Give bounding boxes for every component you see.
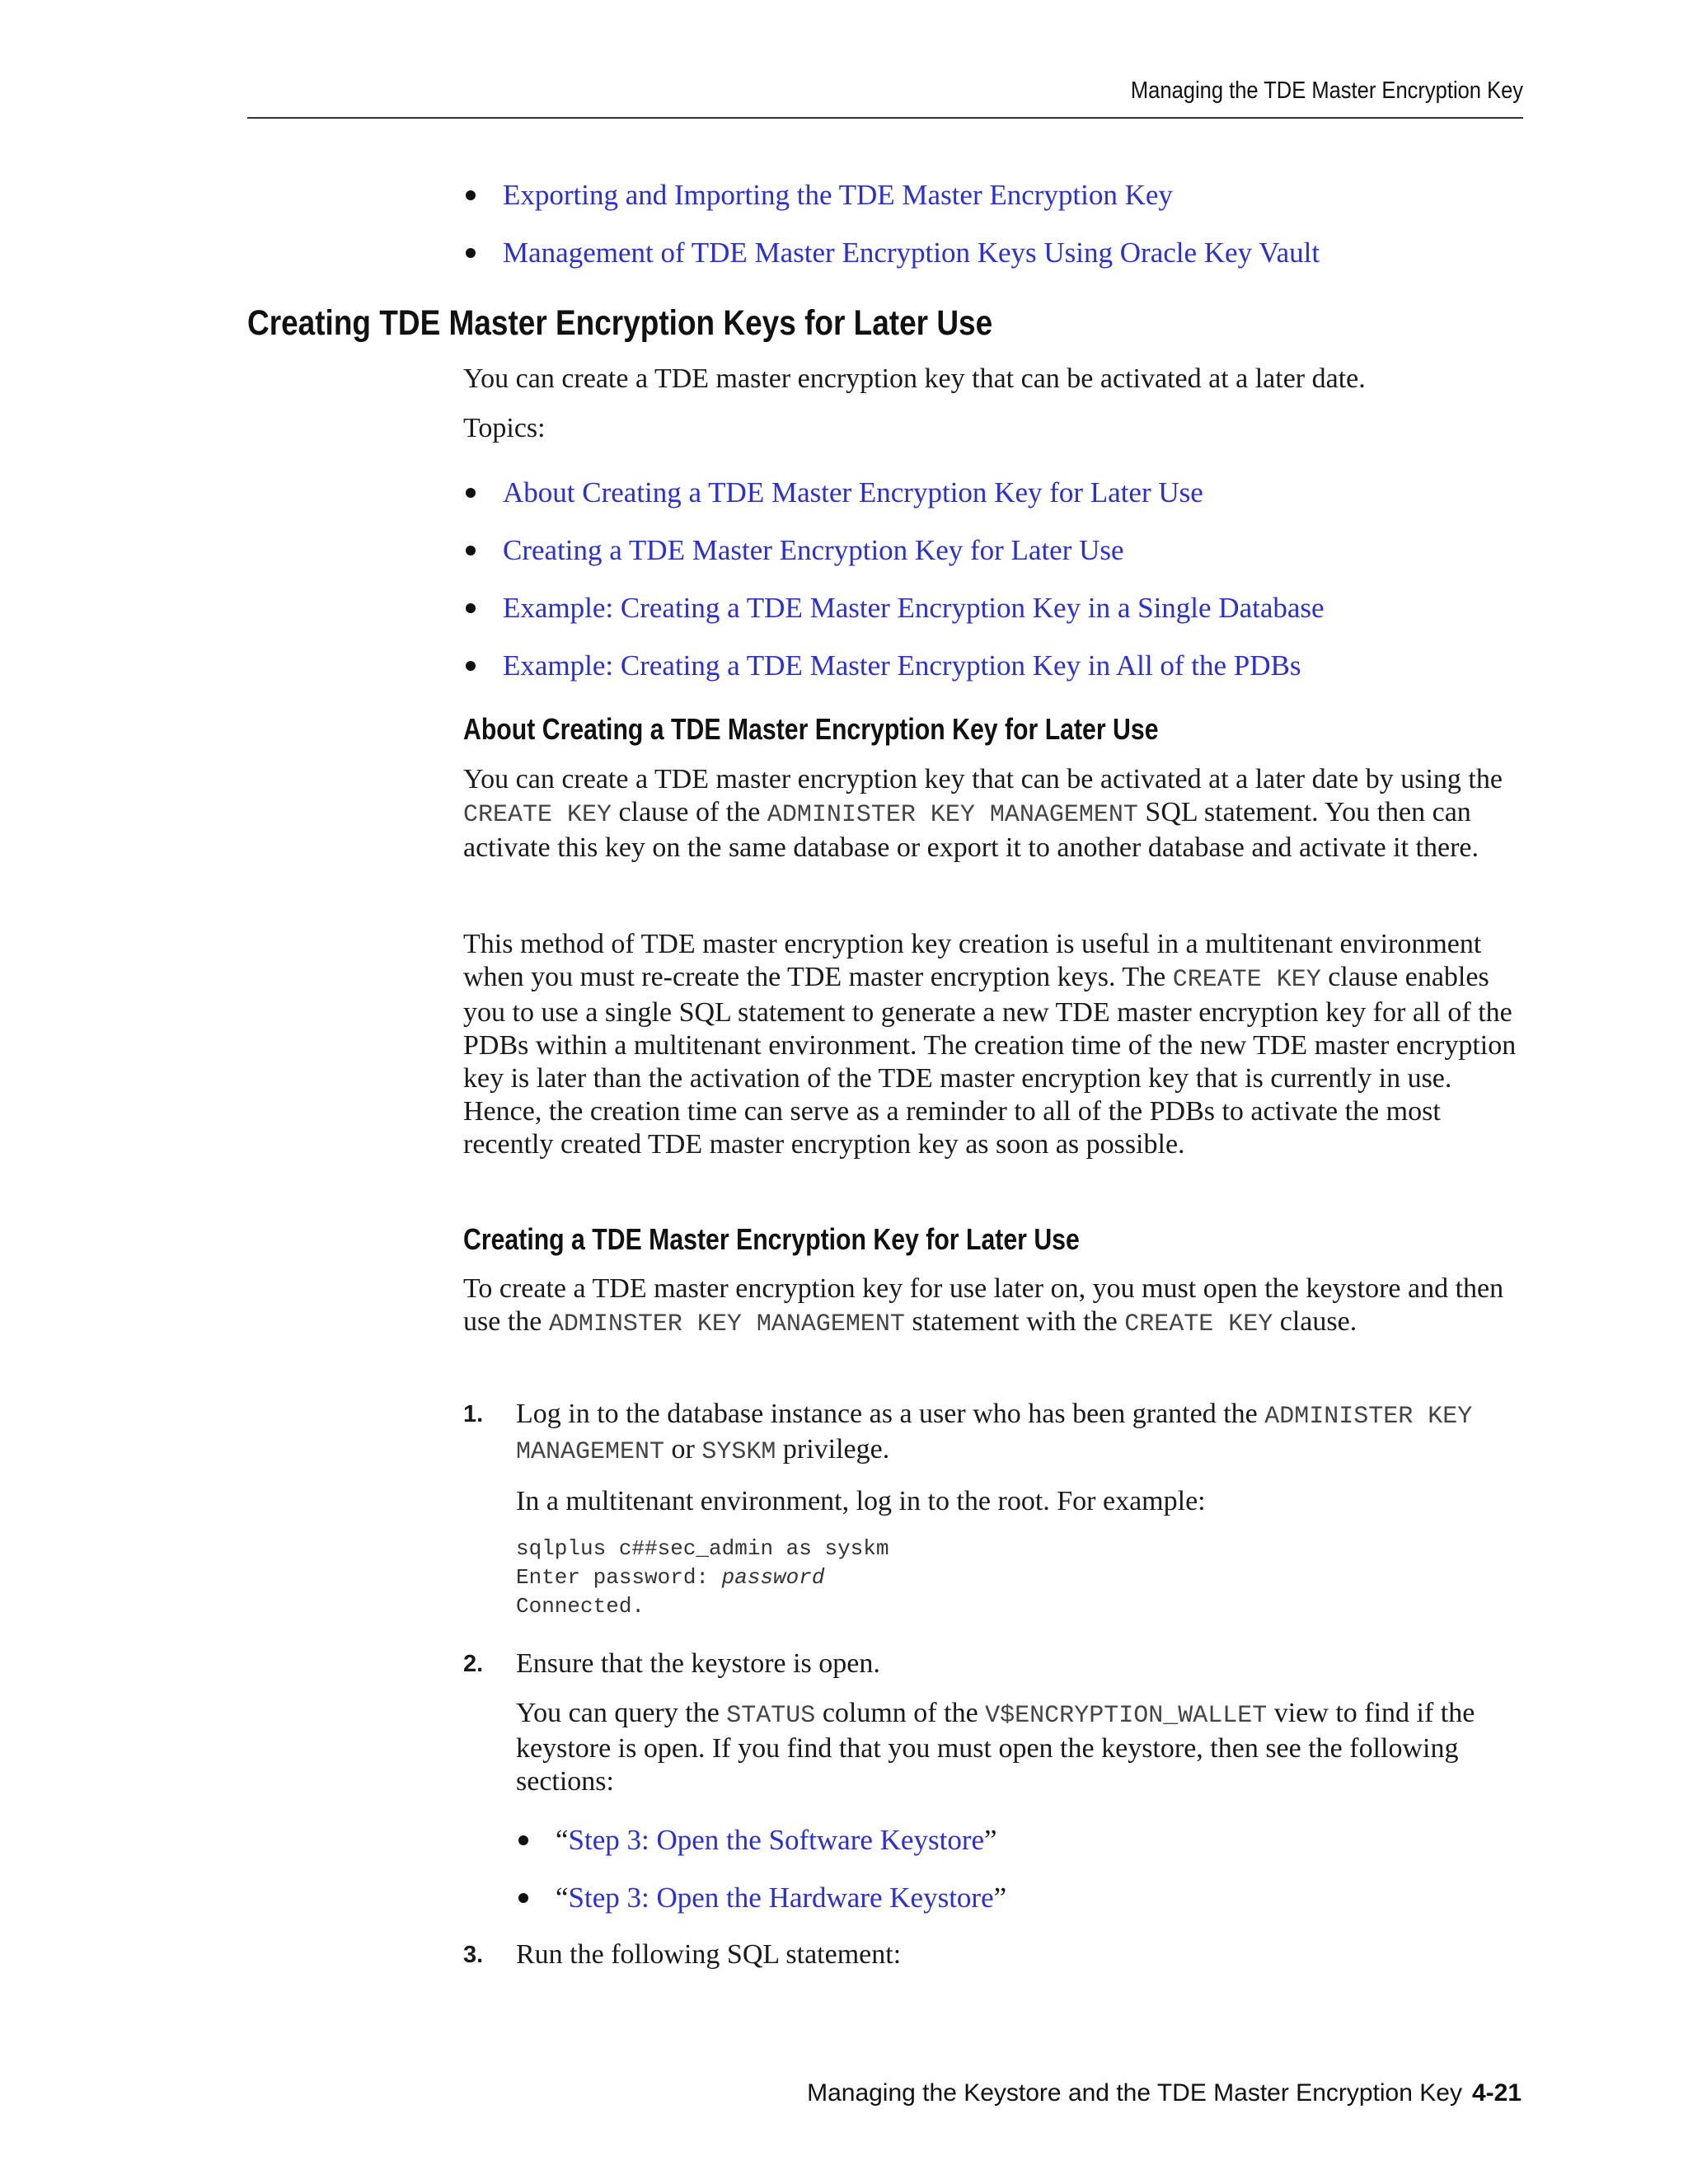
step-subtext: In a multitenant environment, log in to the root. For example: <box>516 1486 1206 1516</box>
topics-list <box>463 464 1325 695</box>
step-text: Run the following SQL statement: <box>516 1939 902 1970</box>
running-header <box>247 74 1523 119</box>
list-item[interactable] <box>463 522 1325 579</box>
step-2 <box>463 1647 1526 1798</box>
keystore-links-list <box>516 1811 1006 1927</box>
step-text: Ensure that the keystore is open. <box>516 1648 880 1679</box>
link-export-import[interactable]: Exporting and Importing the TDE Master Encryption Key <box>503 179 1173 211</box>
list-item[interactable] <box>463 637 1325 695</box>
about-paragraph-2: This method of TDE master encryption key creation is useful in a multitenant environment when you must re-create the TDE master encryption keys. The CREATE KEY clause enables you to use a single SQL statement to generate a new TDE master encryption key for all of the PDBs within a multitenant environment. The creation time of the new TDE master encryption key is later than the activation of the TDE master encryption key that is currently in use. Hence, the creation time can serve as a reminder to all of the PDBs to activate the most recently created TDE master encryption key as soon as possible. <box>463 929 1517 1160</box>
creating-paragraph: To create a TDE master encryption key for use later on, you must open the keystore and then use the ADMINSTER KEY MANAGEMENT statement with the CREATE KEY clause. <box>463 1273 1504 1338</box>
step-number: 3. <box>463 1942 484 1968</box>
topics-label: Topics: <box>463 413 546 443</box>
topic-link[interactable]: Example: Creating a TDE Master Encryption Key in All of the PDBs <box>503 649 1301 682</box>
link-open-hardware-keystore[interactable]: Step 3: Open the Hardware Keystore <box>568 1882 994 1914</box>
list-item[interactable]: “Step 3: Open the Software Keystore” <box>516 1811 1006 1869</box>
step-3 <box>463 1938 1526 1971</box>
about-paragraph-1: You can create a TDE master encryption key that can be activated at a later date by using the CREATE KEY clause of the ADMINISTER KEY MANAGEMENT SQL statement. You then can activate this key on the same database or export it to another database and activate it there. <box>463 764 1503 863</box>
list-item[interactable] <box>463 579 1325 637</box>
step-text: Log in to the database instance as a user who has been granted the ADMINISTER KEY MANAGEMENT or SYSKM privilege. <box>516 1399 1473 1466</box>
list-item[interactable] <box>463 166 1320 224</box>
link-open-software-keystore[interactable]: Step 3: Open the Software Keystore <box>568 1824 985 1856</box>
topic-link[interactable]: About Creating a TDE Master Encryption Key for Later Use <box>503 476 1203 509</box>
step-1 <box>463 1398 1526 1518</box>
code-example: sqlplus c##sec_admin as syskm Enter password: password Connected. <box>516 1536 889 1619</box>
page-number: 4-21 <box>1471 2079 1522 2107</box>
list-item[interactable]: “Step 3: Open the Hardware Keystore” <box>516 1869 1006 1927</box>
page-footer <box>807 2079 1522 2107</box>
link-oracle-key-vault[interactable]: Management of TDE Master Encryption Keys Using Oracle Key Vault <box>503 237 1320 269</box>
topic-link[interactable]: Creating a TDE Master Encryption Key for Later Use <box>503 534 1124 566</box>
step-subtext: You can query the STATUS column of the V$ENCRYPTION_WALLET view to find if the keystore is open. If you find that you must open the keystore, then see the following sections: <box>516 1698 1475 1797</box>
section-intro: You can create a TDE master encryption key that can be activated at a later date. <box>463 363 1366 394</box>
topic-link[interactable]: Example: Creating a TDE Master Encryption Key in a Single Database <box>503 592 1325 624</box>
section-title: Creating TDE Master Encryption Keys for Later Use <box>247 303 993 343</box>
about-heading: About Creating a TDE Master Encryption Key for Later Use <box>463 712 1159 746</box>
step-number: 2. <box>463 1651 484 1677</box>
list-item[interactable] <box>463 224 1320 282</box>
step-number: 1. <box>463 1401 484 1427</box>
creating-heading: Creating a TDE Master Encryption Key for Later Use <box>463 1222 1080 1256</box>
running-header-title: Managing the TDE Master Encryption Key <box>1130 77 1523 104</box>
related-links-list <box>463 166 1320 282</box>
list-item[interactable] <box>463 464 1325 522</box>
footer-title: Managing the Keystore and the TDE Master Encryption Key <box>807 2079 1462 2107</box>
